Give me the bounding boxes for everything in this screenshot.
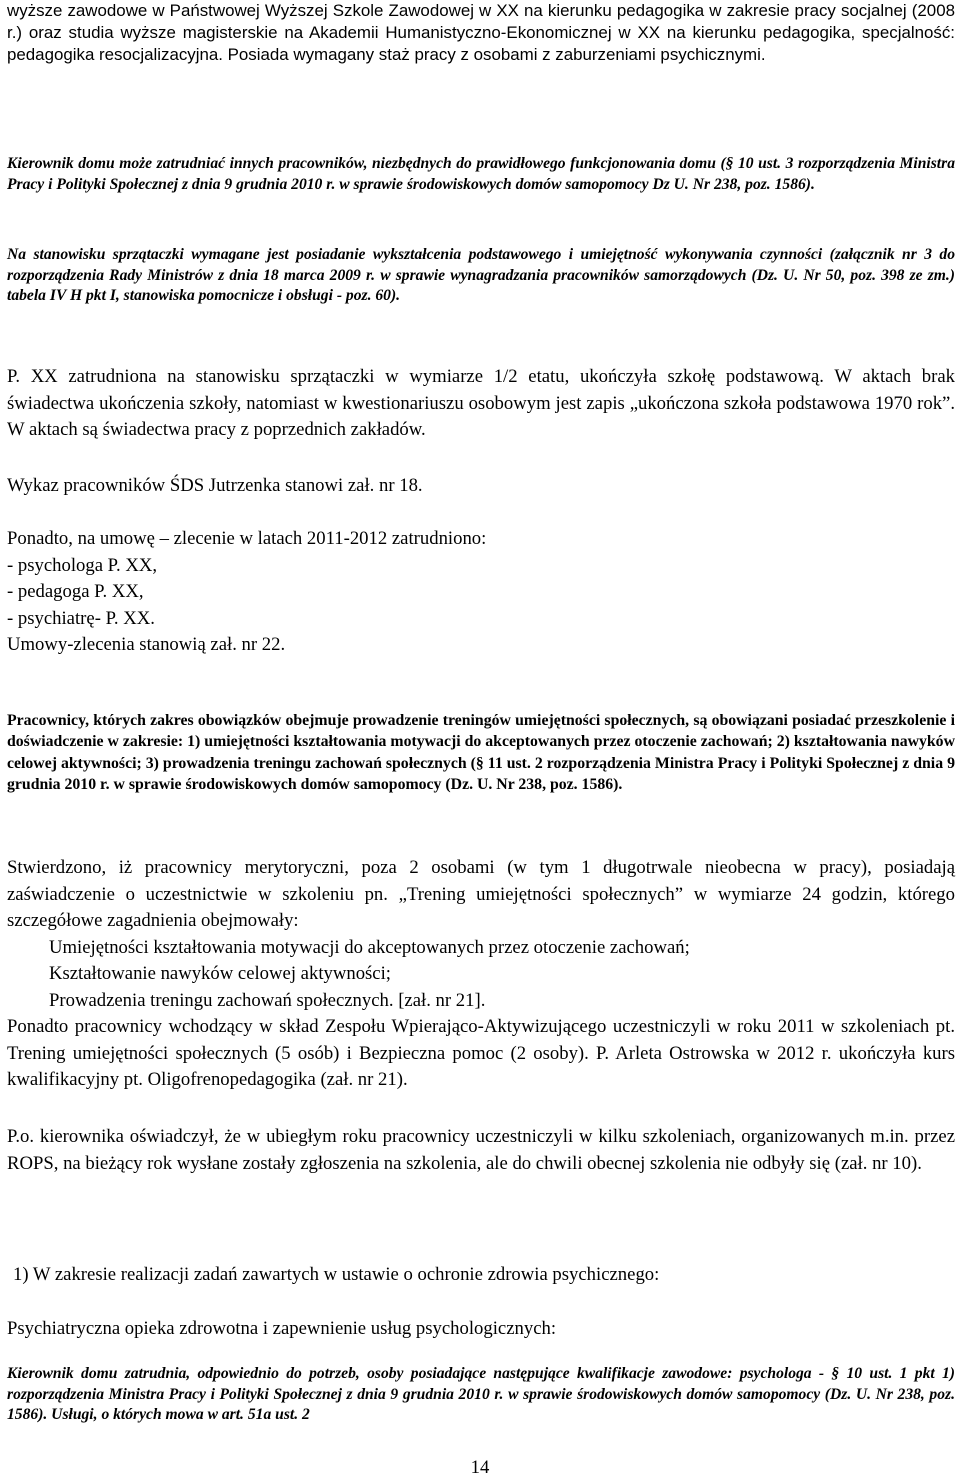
paragraph-cleaner-employee: P. XX zatrudniona na stanowisku sprzątaczki w wymiarze 1/2 etatu, ukończyła szkołę podstawową. W aktach brak świadectwa ukończenia szkoły, natomiast w kwestionariuszu osobowym jest zapis „ukończona szkoła podstawowa 1970 rok”. W aktach są świadectwa pracy z poprzednich zakładów.	[7, 366, 955, 440]
paragraph-psychologist: Kierownik domu zatrudnia, odpowiednio do potrzeb, osoby posiadające następujące kwalifikacje zawodowe: psychologa - § 10 ust. 1 pkt 1) rozporządzenia Ministra Pracy i Polityki Społecznej z dnia 9 grudnia 2010 r. w sprawie środowiskowych domów samopomocy (Dz. U. Nr 238, poz. 1586). Usługi, o których mowa w art. 51a ust. 2	[7, 1365, 955, 1424]
training-outro: Ponadto pracownicy wchodzący w skład Zespołu Wpierająco-Aktywizującego uczestniczyli w roku 2011 w szkoleniach pt. Trening umiejętności społecznych (5 osób) i Bezpieczna pomoc (2 osoby). P. Arleta Ostrowska w 2012 r. ukończyła kurs kwalifikacyjny pt. Oligofrenopedagogika (zał. nr 21).	[7, 1016, 955, 1090]
page-number: 14	[470, 1457, 490, 1478]
contract-item: - psychiatrę- P. XX.	[7, 607, 155, 629]
paragraph-qualifications: wyższe zawodowe w Państwowej Wyższej Szkole Zawodowej w XX na kierunku pedagogika w zakresie pracy socjalnej (2008 r.) oraz studia wyższe magisterskie na Akademii Humanistyczno-Ekonomicznej w XX na kierunku pedagogika, specjalność: pedagogika resocjalizacyjna. Posiada wymagany staż pracy z osobami z zaburzeniami psychicznymi.	[7, 1, 955, 65]
training-section	[7, 855, 955, 1094]
section-heading: 1) W zakresie realizacji zadań zawartych w ustawie o ochronie zdrowia psychicznego:	[13, 1264, 660, 1285]
contracts-intro: Ponadto, na umowę – zlecenie w latach 2011-2012 zatrudniono:	[7, 528, 487, 549]
paragraph-staff-list: Wykaz pracowników ŚDS Jutrzenka stanowi zał. nr 18.	[7, 475, 423, 496]
contracts-section	[7, 526, 955, 659]
training-topic: Umiejętności kształtowania motywacji do akceptowanych przez otoczenie zachowań;	[49, 936, 690, 958]
contract-item: - psychologa P. XX,	[7, 554, 158, 576]
contracts-outro: Umowy-zlecenia stanowią zał. nr 22.	[7, 634, 286, 655]
paragraph-training-requirements: Pracownicy, których zakres obowiązków obejmuje prowadzenie treningów umiejętności społecznych, są obowiązani posiadać przeszkolenie i doświadczenie w zakresie: 1) umiejętności kształtowania motywacji do akceptowanych przez otoczenie zachowań; 2) kształtowania nawyków celowej aktywności; 3) prowadzenia treningu zachowań społecznych (§ 11 ust. 2 rozporządzenia Ministra Pracy i Polityki Społecznej z dnia 9 grudnia 2010 r. w sprawie środowiskowych domów samopomocy (Dz. U. Nr 238, poz. 1586).	[7, 712, 955, 793]
contract-item: - pedagoga P. XX,	[7, 581, 144, 602]
paragraph-legal-staffing: Kierownik domu może zatrudniać innych pracowników, niezbędnych do prawidłowego funkcjonowania domu (§ 10 ust. 3 rozporządzenia Ministra Pracy i Polityki Społecznej z dnia 9 grudnia 2010 r. w sprawie środowiskowych domów samopomocy Dz U. Nr 238, poz. 1586).	[7, 155, 955, 193]
training-topic: Prowadzenia treningu zachowań społecznych. [zał. nr 21].	[49, 989, 486, 1011]
training-intro: Stwierdzono, iż pracownicy merytoryczni, poza 2 osobami (w tym 1 długotrwale nieobecna w pracy), posiadają zaświadczenie o uczestnictwie w szkoleniu pn. „Trening umiejętności społecznych” w wymiarze 24 godzin, którego szczegółowe zagadnienia obejmowały:	[7, 857, 955, 931]
paragraph-legal-cleaner: Na stanowisku sprzątaczki wymagane jest posiadanie wykształcenia podstawowego i umiejętność wykonywania czynności (załącznik nr 3 do rozporządzenia Rady Ministrów z dnia 18 marca 2009 r. w sprawie wynagradzania pracowników samorządowych (Dz. U. Nr 50, poz. 398 ze zm.) tabela IV H pkt I, stanowiska pomocnicze i obsługi - poz. 60).	[7, 246, 955, 305]
paragraph-rops-trainings: P.o. kierownika oświadczył, że w ubiegłym roku pracownicy uczestniczyli w kilku szkoleniach, organizowanych m.in. przez ROPS, na bieżący rok wysłane zostały zgłoszenia na szkolenia, ale do chwili obecnej szkolenia nie odbyły się (zał. nr 10).	[7, 1126, 955, 1174]
training-topic: Kształtowanie nawyków celowej aktywności;	[49, 963, 391, 984]
subsection-heading: Psychiatryczna opieka zdrowotna i zapewnienie usług psychologicznych:	[7, 1318, 557, 1339]
